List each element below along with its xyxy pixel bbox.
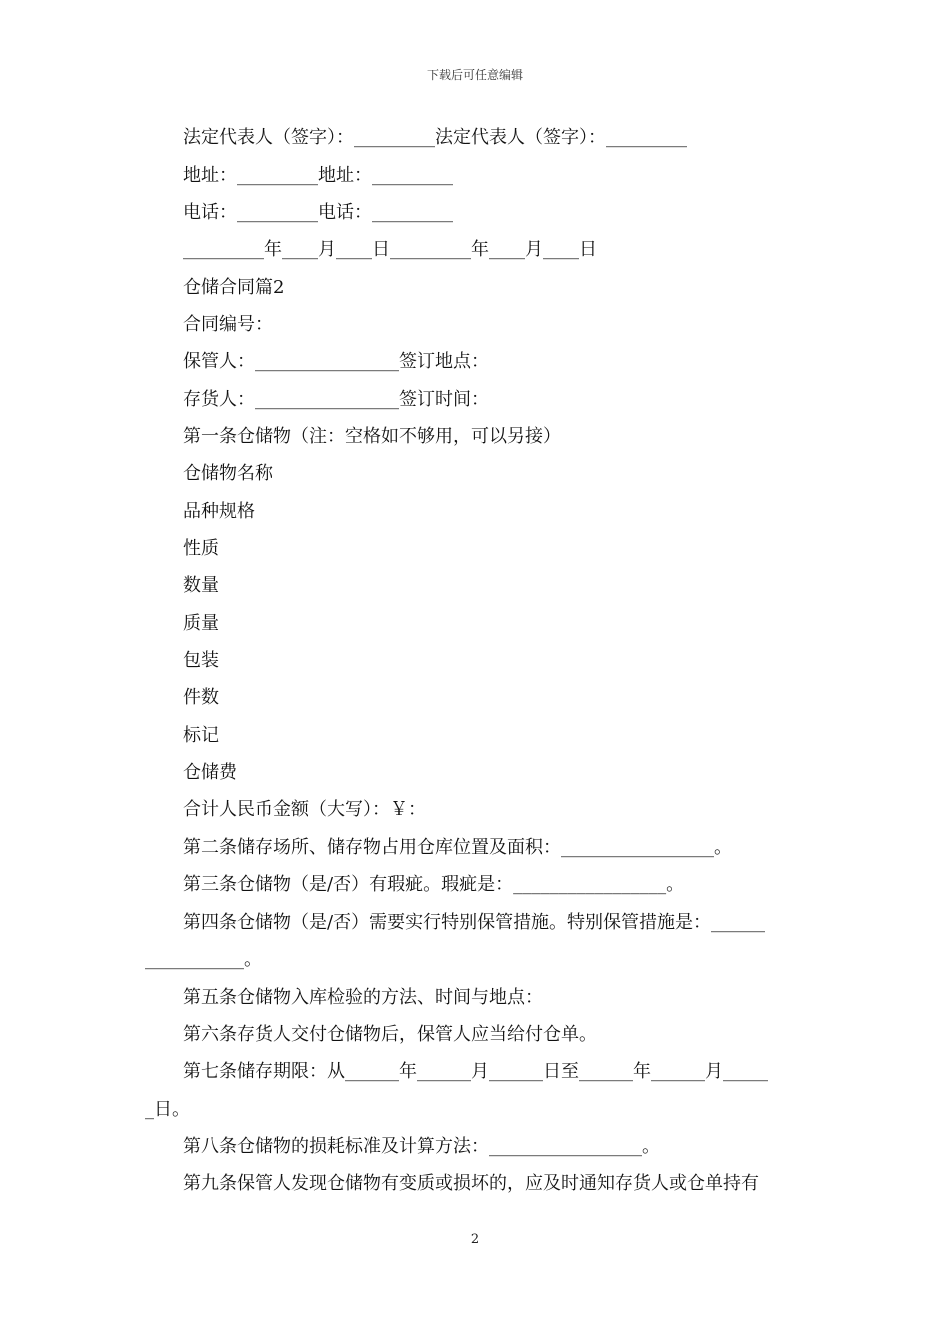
text-line-keeper: 保管人：________________签订地点：: [183, 351, 489, 372]
item-nature: 性质: [183, 538, 219, 559]
text-line-date: _________年____月____日_________年____月____日: [183, 239, 597, 260]
item-package: 包装: [183, 650, 219, 671]
item-spec: 品种规格: [183, 501, 255, 522]
item-quality: 质量: [183, 613, 219, 634]
text-line-phone: 电话：_________电话：_________: [183, 202, 453, 223]
item-total: 合计人民币金额（大写）：￥：: [183, 799, 426, 820]
text-line-depositor: 存货人：________________签订时间：: [183, 389, 489, 410]
clause-2: 第二条储存场所、储存物占用仓库位置及面积：_________________。: [183, 837, 732, 858]
text-line-contract-no: 合同编号：: [183, 314, 273, 335]
item-name: 仓储物名称: [183, 463, 273, 484]
clause-6: 第六条存货人交付仓储物后，保管人应当给付仓单。: [183, 1024, 597, 1045]
item-pieces: 件数: [183, 687, 219, 708]
item-fee: 仓储费: [183, 762, 237, 783]
item-mark: 标记: [183, 725, 219, 746]
clause-5: 第五条仓储物入库检验的方法、时间与地点：: [183, 987, 543, 1008]
clause-4: 第四条仓储物（是/否）需要实行特别保管措施。特别保管措施是：______: [183, 912, 766, 933]
clause-3: 第三条仓储物（是/否）有瑕疵。瑕疵是：_________________。: [183, 874, 685, 895]
page-number: 2: [470, 1232, 480, 1247]
clause-1: 第一条仓储物（注：空格如不够用，可以另接）: [183, 426, 561, 447]
text-line-address: 地址：_________地址：_________: [183, 165, 453, 186]
clause-4-continued: ___________。: [145, 949, 262, 970]
section-title: 仓储合同篇2: [183, 277, 285, 298]
text-line-signature: 法定代表人（签字）：_________法定代表人（签字）：_________: [183, 127, 687, 148]
page-header: 下载后可任意编辑: [426, 68, 523, 82]
item-quantity: 数量: [183, 575, 219, 596]
clause-9: 第九条保管人发现仓储物有变质或损坏的，应及时通知存货人或仓单持有: [183, 1173, 759, 1194]
clause-7: 第七条储存期限：从______年______月______日至______年______月_____: [183, 1061, 768, 1082]
clause-8: 第八条仓储物的损耗标准及计算方法：_________________。: [183, 1136, 660, 1157]
clause-7-continued: _日。: [145, 1099, 190, 1120]
